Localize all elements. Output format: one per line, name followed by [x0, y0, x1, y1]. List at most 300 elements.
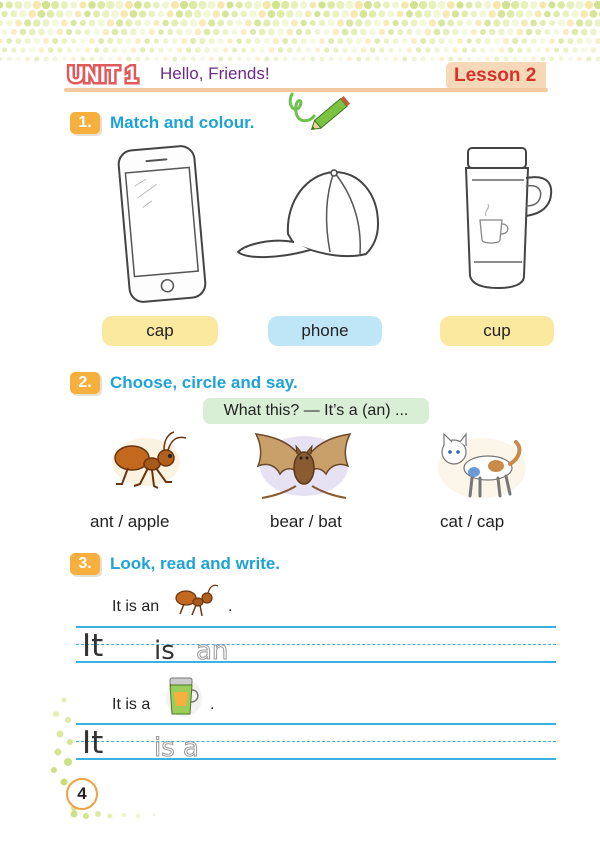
- banner-dot: [419, 1, 427, 9]
- banner-dot: [355, 1, 363, 9]
- banner-dot: [443, 29, 450, 36]
- banner-dot: [273, 38, 279, 44]
- banner-dot: [6, 1, 13, 8]
- banner-dot: [401, 1, 409, 9]
- banner-dot: [507, 29, 514, 36]
- banner-dot: [135, 20, 142, 27]
- banner-dot: [310, 38, 315, 43]
- banner-dot: [438, 19, 445, 26]
- banner-dot: [549, 38, 555, 44]
- caption-ant-apple[interactable]: ant / apple: [90, 512, 170, 531]
- banner-dot: [171, 1, 179, 9]
- banner-dot: [425, 47, 431, 53]
- banner-dot: [442, 10, 450, 18]
- banner-dot: [268, 29, 275, 36]
- writing-line-base: [76, 758, 556, 760]
- banner-dot: [318, 1, 325, 8]
- banner-dot: [217, 20, 224, 27]
- banner-dot: [333, 47, 338, 52]
- banner-dot: [269, 47, 275, 53]
- banner-dot: [236, 2, 243, 9]
- banner-dot: [52, 38, 58, 44]
- banner-dot: [332, 10, 339, 17]
- written-word-it-2: It: [82, 725, 104, 761]
- written-word-is-1: is: [154, 636, 175, 666]
- banner-dot: [217, 1, 225, 9]
- banner-dot: [525, 10, 533, 18]
- writing-line-mid: [76, 644, 556, 645]
- caption-bear-bat[interactable]: bear / bat: [270, 512, 342, 531]
- banner-dot: [272, 19, 279, 26]
- banner-dot: [52, 19, 59, 26]
- banner-dot: [263, 1, 271, 9]
- banner-dot: [259, 29, 266, 36]
- banner-dot: [535, 10, 542, 17]
- banner-dot: [33, 1, 41, 9]
- word-card-cap[interactable]: cap: [102, 316, 218, 346]
- banner-dot: [281, 1, 289, 9]
- banner-dot: [467, 38, 472, 43]
- banner-dot: [379, 29, 385, 35]
- banner-dot: [508, 47, 514, 53]
- banner-dot: [498, 29, 505, 36]
- banner-dot: [369, 10, 377, 18]
- banner-dot: [228, 57, 233, 62]
- banner-dot: [594, 1, 600, 9]
- banner-dot: [428, 1, 436, 9]
- banner-dot: [295, 10, 302, 17]
- banner-dot: [338, 56, 343, 61]
- banner-dot: [139, 29, 145, 35]
- banner-dot: [181, 56, 186, 61]
- banner-dot: [176, 10, 183, 17]
- banner-dot: [415, 29, 422, 36]
- banner-dot: [494, 56, 499, 61]
- unit-badge: [64, 58, 154, 88]
- banner-dot: [594, 19, 600, 26]
- banner-dot: [300, 1, 307, 8]
- banner-dot: [106, 1, 114, 9]
- banner-dot: [342, 47, 348, 53]
- banner-dot: [148, 11, 155, 18]
- banner-dot: [512, 19, 519, 26]
- banner-dot: [388, 29, 394, 35]
- banner-dot: [278, 47, 284, 53]
- banner-dot: [120, 10, 128, 18]
- banner-dot: [392, 2, 399, 9]
- banner-dot: [177, 47, 182, 52]
- banner-dot: [439, 56, 444, 61]
- banner-dot: [103, 47, 109, 53]
- banner-dot: [545, 47, 550, 52]
- banner-dot: [135, 38, 141, 44]
- banner-dot: [558, 38, 564, 44]
- banner-dot: [461, 11, 468, 18]
- banner-dot: [203, 10, 211, 18]
- banner-dot: [0, 57, 2, 62]
- banner-dot: [507, 10, 515, 18]
- banner-dot: [550, 57, 555, 62]
- banner-dot: [15, 20, 22, 27]
- banner-dot: [580, 10, 588, 18]
- banner-dot: [241, 11, 248, 18]
- banner-dot: [434, 47, 440, 53]
- banner-dot: [453, 47, 458, 52]
- banner-dot: [70, 2, 77, 9]
- banner-dot: [33, 19, 40, 26]
- banner-dot: [139, 10, 146, 17]
- banner-dot: [530, 20, 537, 27]
- banner-dot: [172, 57, 177, 62]
- banner-dot: [374, 38, 380, 44]
- banner-dot: [218, 57, 223, 62]
- banner-dot: [328, 38, 334, 44]
- banner-dot: [345, 1, 353, 9]
- banner-dot: [282, 38, 288, 44]
- banner-dot: [393, 57, 398, 62]
- banner-dot: [237, 57, 242, 62]
- banner-dot: [595, 38, 600, 44]
- banner-dot: [268, 10, 276, 18]
- banner-dot: [231, 11, 238, 18]
- banner-dot: [250, 47, 255, 52]
- lesson-tab: [446, 62, 546, 90]
- banner-dot: [489, 29, 495, 35]
- banner-dot: [355, 19, 362, 26]
- caption-cat-cap[interactable]: cat / cap: [440, 512, 505, 531]
- banner-dot: [585, 1, 593, 9]
- banner-dot: [530, 1, 538, 9]
- lesson-label: Lesson 2: [454, 65, 537, 86]
- banner-dot: [93, 10, 100, 17]
- banner-dot: [513, 56, 518, 61]
- banner-dot: [204, 29, 211, 36]
- banner-dot: [416, 47, 422, 53]
- banner-dot: [314, 11, 320, 17]
- banner-dot: [476, 38, 482, 44]
- banner-dot: [56, 10, 64, 18]
- banner-dot: [23, 1, 31, 9]
- banner-dot: [388, 47, 393, 52]
- banner-dot: [162, 1, 169, 8]
- banner-dot: [37, 10, 45, 18]
- banner-dot: [554, 29, 560, 35]
- banner-dot: [2, 48, 7, 53]
- banner-dot: [301, 57, 306, 62]
- banner-dot: [364, 19, 371, 26]
- banner-dot: [502, 19, 509, 26]
- section-1-title: Match and colour.: [110, 113, 255, 132]
- banner-dot: [323, 11, 330, 18]
- banner-dot: [458, 57, 463, 62]
- banner-dot: [154, 38, 159, 43]
- banner-dot: [489, 10, 496, 17]
- traced-word-is-a[interactable]: is a: [154, 733, 199, 763]
- banner-dot: [489, 47, 494, 52]
- banner-dot: [420, 38, 426, 44]
- banner-dot: [144, 38, 150, 44]
- banner-dot: [301, 38, 307, 44]
- banner-dot: [79, 2, 86, 9]
- banner-dot: [181, 38, 187, 44]
- banner-dot: [168, 47, 173, 52]
- banner-dot: [250, 29, 256, 35]
- banner-dot: [6, 20, 12, 26]
- banner-dot: [319, 20, 325, 26]
- banner-dot: [57, 47, 63, 53]
- banner-dot: [212, 10, 220, 18]
- banner-dot: [42, 19, 49, 26]
- banner-dot: [204, 47, 210, 53]
- banner-dot: [517, 47, 523, 53]
- cap-picture: [234, 164, 382, 268]
- banner-dot: [452, 10, 459, 17]
- banner-dot: [70, 20, 76, 26]
- banner-dot: [554, 47, 559, 52]
- banner-dot: [589, 10, 597, 18]
- banner-dot: [392, 20, 398, 26]
- section-3-title: Look, read and write.: [110, 554, 281, 573]
- banner-dot: [310, 57, 315, 62]
- banner-dot: [20, 47, 25, 52]
- banner-dot: [208, 1, 216, 9]
- banner-dot: [520, 1, 528, 9]
- banner-dot: [462, 47, 467, 52]
- banner-dot: [365, 38, 371, 44]
- banner-dot: [245, 20, 252, 27]
- cat-picture: [432, 428, 530, 502]
- banner-dot: [567, 38, 573, 44]
- banner-dot: [65, 10, 72, 17]
- ant-picture: [100, 428, 192, 496]
- banner-dot: [306, 47, 311, 52]
- banner-dot: [71, 38, 76, 43]
- banner-dot: [29, 47, 35, 53]
- banner-dot: [429, 38, 435, 44]
- banner-dot: [581, 29, 588, 36]
- banner-dot: [347, 38, 353, 44]
- banner-dot: [388, 11, 395, 18]
- banner-dot: [6, 38, 12, 44]
- banner-dot: [402, 57, 407, 62]
- banner-dot: [97, 1, 105, 9]
- banner-dot: [568, 56, 573, 61]
- banner-dot: [410, 1, 418, 9]
- banner-dot: [457, 38, 463, 44]
- section-1-number: 1.: [70, 112, 100, 134]
- banner-dot: [402, 38, 408, 44]
- banner-dot: [324, 29, 330, 35]
- banner-dot: [126, 38, 132, 44]
- banner-dot: [572, 47, 578, 53]
- written-word-it-1: It: [82, 628, 104, 664]
- banner-dot: [117, 38, 123, 44]
- banner-dot: [163, 38, 169, 44]
- banner-dot: [566, 1, 574, 9]
- banner-dot: [199, 38, 205, 44]
- banner-dot: [61, 20, 68, 27]
- banner-dot: [16, 57, 21, 62]
- banner-dot: [47, 10, 55, 18]
- banner-dot: [369, 29, 376, 36]
- banner-dot: [198, 1, 206, 9]
- banner-dot: [562, 10, 569, 17]
- banner-dot: [448, 38, 454, 44]
- banner-dot: [397, 29, 403, 35]
- banner-dot: [296, 29, 302, 35]
- banner-dot: [167, 29, 173, 35]
- banner-dot: [493, 1, 501, 9]
- banner-dot: [341, 10, 349, 18]
- banner-dot: [39, 47, 45, 53]
- banner-dot: [319, 38, 325, 44]
- cup-picture: [454, 144, 558, 292]
- banner-dot: [346, 19, 353, 26]
- banner-dot: [75, 29, 81, 35]
- banner-dot: [258, 10, 266, 18]
- banner-dot: [485, 57, 490, 62]
- banner-dot: [575, 1, 583, 9]
- banner-dot: [434, 29, 441, 36]
- banner-dot: [208, 19, 215, 26]
- banner-dot: [185, 10, 193, 18]
- banner-dot: [57, 29, 64, 36]
- banner-dot: [336, 1, 344, 9]
- banner-dot: [191, 56, 196, 61]
- banner-dot: [102, 10, 110, 18]
- banner-dot: [149, 47, 154, 52]
- banner-dot: [300, 20, 306, 26]
- unit-label: UNIT 1: [68, 62, 138, 87]
- banner-dot: [494, 38, 500, 44]
- banner-dot: [320, 57, 325, 62]
- banner-dot: [144, 20, 150, 26]
- banner-dot: [98, 38, 104, 44]
- banner-dot: [94, 47, 99, 52]
- banner-dot: [149, 29, 155, 35]
- banner-dot: [337, 38, 343, 44]
- banner-dot: [328, 20, 335, 27]
- banner-dot: [467, 57, 472, 62]
- banner-dot: [360, 10, 368, 18]
- banner-dot: [457, 20, 463, 26]
- banner-dot: [333, 29, 339, 35]
- banner-dot: [535, 29, 541, 35]
- traced-word-an[interactable]: an: [196, 636, 229, 666]
- banner-dot: [172, 38, 178, 44]
- banner-dot: [571, 10, 579, 18]
- banner-dot: [241, 47, 246, 52]
- banner-dot: [480, 11, 487, 18]
- banner-dot: [466, 2, 473, 9]
- banner-dot: [112, 47, 118, 53]
- word-card-phone[interactable]: phone: [268, 316, 382, 346]
- banner-dot: [292, 57, 297, 62]
- banner-dot: [521, 38, 527, 44]
- banner-dot: [337, 19, 344, 26]
- writing-line-top: [76, 723, 556, 725]
- banner-dot: [291, 38, 297, 44]
- banner-dot: [80, 20, 86, 26]
- banner-dot: [0, 20, 3, 26]
- banner-dot: [190, 19, 197, 26]
- banner-dot: [195, 47, 201, 53]
- banner-dot: [577, 38, 583, 44]
- banner-dot: [512, 38, 518, 44]
- banner-dot: [406, 10, 413, 17]
- banner-dot: [424, 29, 431, 36]
- banner-dot: [38, 29, 45, 36]
- banner-dot: [213, 47, 219, 53]
- banner-dot: [10, 11, 17, 18]
- writing-line-top: [76, 626, 556, 628]
- banner-dot: [24, 19, 31, 26]
- banner-dot: [189, 1, 197, 9]
- banner-dot: [433, 10, 441, 18]
- banner-dot: [48, 47, 54, 53]
- question-prompt: What this? — It’s a (an) ...: [203, 398, 429, 424]
- banner-dot: [421, 56, 426, 61]
- banner-dot: [75, 11, 82, 18]
- banner-dot: [232, 47, 237, 52]
- pencil-icon: [284, 88, 358, 136]
- banner-dot: [154, 57, 159, 62]
- banner-dot: [370, 47, 376, 53]
- banner-dot: [259, 47, 265, 53]
- banner-dot: [84, 29, 90, 35]
- banner-dot: [350, 10, 358, 18]
- banner-dot: [576, 19, 583, 26]
- banner-dot: [397, 11, 404, 18]
- banner-dot: [291, 20, 298, 27]
- banner-dot: [572, 29, 579, 36]
- banner-dot: [283, 56, 288, 61]
- banner-dot: [287, 47, 293, 53]
- banner-dot: [286, 10, 294, 18]
- banner-dot: [222, 10, 229, 17]
- banner-dot: [516, 29, 523, 36]
- banner-dot: [563, 47, 568, 52]
- word-card-cup[interactable]: cup: [440, 316, 554, 346]
- banner-dot: [540, 20, 546, 26]
- banner-dot: [282, 19, 289, 26]
- banner-dot: [209, 38, 215, 44]
- banner-dot: [536, 47, 541, 52]
- banner-dot: [356, 56, 361, 61]
- banner-dot: [471, 29, 477, 35]
- banner-dot: [466, 20, 472, 26]
- banner-dot: [29, 29, 36, 36]
- banner-dot: [11, 29, 17, 35]
- banner-dot: [25, 38, 31, 44]
- banner-dot: [66, 29, 72, 35]
- banner-dot: [383, 20, 389, 26]
- banner-dot: [85, 47, 90, 52]
- banner-dot: [218, 38, 224, 44]
- banner-dot: [236, 20, 242, 26]
- banner-dot: [66, 47, 71, 52]
- banner-dot: [383, 2, 390, 9]
- banner-dot: [374, 20, 381, 27]
- banner-dot: [131, 47, 137, 53]
- banner-dot: [521, 19, 528, 26]
- banner-dot: [410, 19, 417, 26]
- banner-dot: [480, 29, 486, 35]
- banner-dot: [356, 38, 362, 44]
- banner-dot: [162, 20, 168, 26]
- banner-dot: [590, 29, 597, 36]
- banner-dot: [200, 56, 205, 61]
